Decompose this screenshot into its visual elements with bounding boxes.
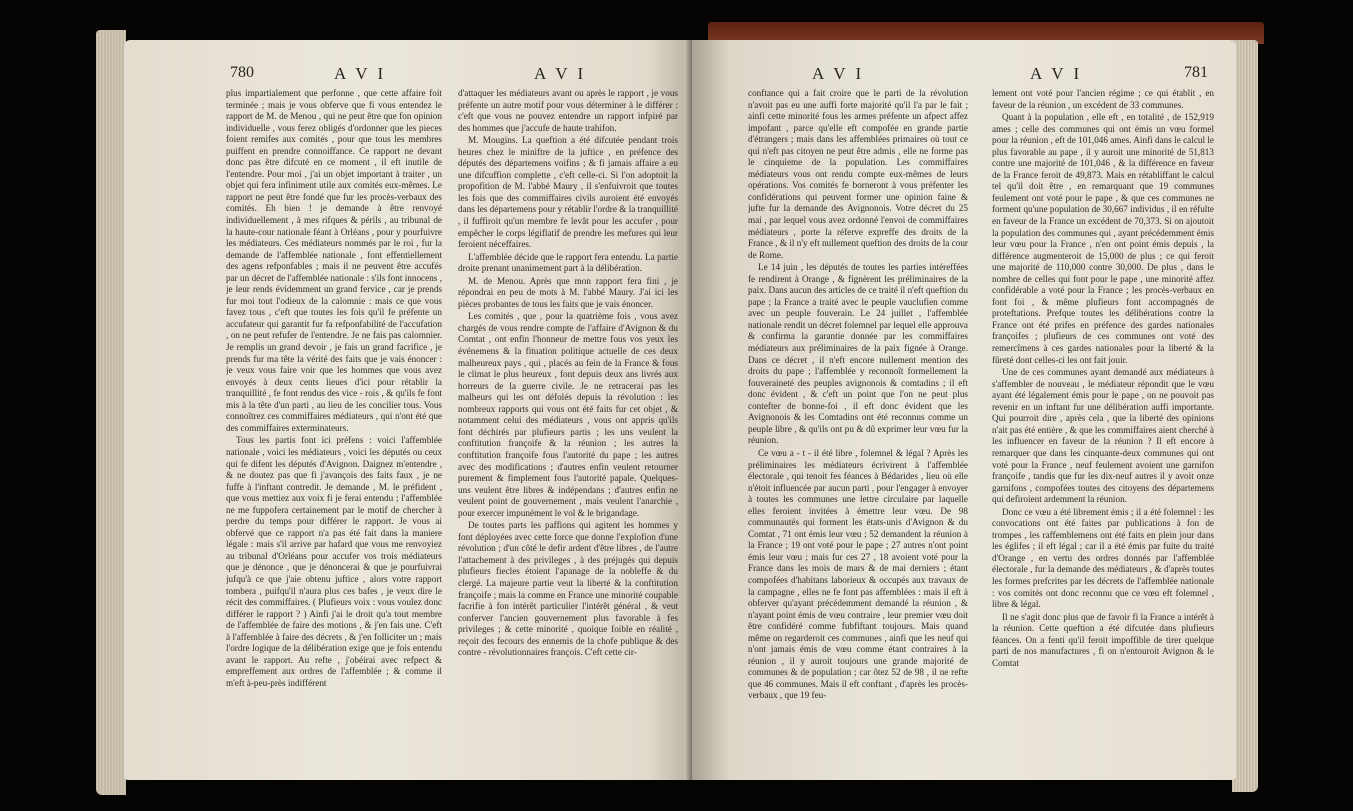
page-number: 781 bbox=[1184, 64, 1208, 81]
paragraph: Quant à la population , elle eft , en totalité , de 152,919 ames ; celle des communes qui ont émis un vœu formel pour la réunion , eft de 101,046 ames. Ainfi dans le calcul le plus favorable au pape , il y auroit une minorité de 51,813 contre une majorité de 101,046 , & la différence en faveur de la France feroit de 49,873. Mais en rétabliffant le calcul tel qu'il doit être , en remarquant que 19 communes feulement ont voté pour le pape , & que ces communes ne forment qu'une population de 30,667 individus , il en réfulte en faveur de la France un excédent de 70,373. Si on ajoutoit la population des communes qui , ayant précédemment émis leur vœu pour la France , n'en ont point émis depuis , la différence augmenteroit de 15,000 de plus ; ce qui feroit une majorité de 110,000 contre 30,000. De plus , dans le nombre de celles qui font pour le pape , une minorité affez confidérable a voté pour la France ; les procès-verbaux en font foi , & même plufieurs font accompagnés de proteftations. Prefque toutes les délibérations contre la France ont été prifes en préfence des gardes nationales françoifes ; plufieurs de ces communes ont voté des remercîmens à ces gardes nationales pour la liberté & la fûreté dont celles-ci les ont fait jouir. bbox=[992, 112, 1214, 365]
paragraph: Donc ce vœu a été librement émis ; il a été folemnel : les convocations ont été faites par publications à fon de trompes , les raffemblemens ont été faits en plein jour dans les églifes ; il eft légal ; car il a été émis par fuite du traité d'Orange , en vertu des ordres donnés par l'affemblée électorale , fur la demande des médiateurs , & d'après toutes les formes prefcrites par les décrets de l'affemblée nationale : vos comités ont donc reconnu que ce vœu eft folemnel , libre & légal. bbox=[992, 506, 1214, 610]
paragraph: M. Mougins. La queftion a été difcutée pendant trois heures chez le miniftre de la juftice , en préfence des députés des départemens voifins ; & fi jamais affaire a eu une difcuffion complette , c'eft celle-ci. Si l'on adoptoit la propofition de M. l'abbé Maury , il s'enfuivroit que toutes les fois que des commiffaires civils auroient été envoyés dans les départemens pour y rétablir l'ordre & la tranquillité , il fuffiroit qu'un membre fe levât pour les accufer , pour empêcher le corps légiflatif de prendre les mefures qui leur feroient néceffaires. bbox=[458, 135, 678, 250]
paragraph: Une de ces communes ayant demandé aux médiateurs à s'affembler de nouveau , le médiateur répondit que le vœu ayant été légalement émis pour le pape , on ne pouvoit pas revenir en un inftant fur une délibération auffi importante. Qui pourroit dire , après cela , que la liberté des opinions n'ait pas été entière , & que les commiffaires aient cherché à les influencer en faveur de la réunion ? Il eft encore à remarquer que dans les cinquante-deux communes qui ont voté pour la France , neuf feulement avoient une garnifon françoife , tandis que fur les dix-neuf autres il y avoit onze garnifons , compofées toutes des citoyens des départemens qui defiroient ardemment la réunion. bbox=[992, 367, 1214, 505]
paragraph: De toutes parts les paffions qui agitent les hommes y font déployées avec cette force que donne l'explofion d'une révolution ; d'un côté le defir ardent d'être libres , de l'autre l'attachement à des privileges , à des préjugés qui depuis plufieurs fiecles étoient l'apanage de la nobleffe & du clergé. La majeure partie veut la liberté & la conftitution françoife ; mais la comme en France une minorité coupable facrifie à fon intérêt particulier l'intérêt général , & veut conferver l'ancien gouvernement plus favorable à fes privileges ; & cette minorité , quoique foible en réalité , reçoit des fecours des ennemis de la chofe publique & des contre - révolutionnaires françois. C'eft cette cir- bbox=[458, 520, 678, 658]
running-head: A V I bbox=[534, 64, 587, 83]
paragraph: plus impartialement que perfonne , que cette affaire foit terminée ; mais je vous obferve que fi vous entendez le rapport de M. de Menou , qui ne peut être que fon opinion individuelle , vous ferez obligés d'ordonner que les pieces foient remifes aux comités , pour que tous les membres puiffent en prendre connoiffance. Ce rapport ne devant donc pas être difcuté en ce moment , il eft inutile de l'entendre. Pour moi , j'ai un objet important à traiter , un objet qui fera infiniment utile aux comités eux-mêmes. Le rapport ne peut être fondé que fur les procès-verbaux des comités. Eh bien ! je demande à être renvoyé individuellement , à mes rifques & périls , au tribunal de la haute-cour nationale féant à Orléans , pour y pourfuivre les médiateurs. Ces médiateurs nommés par le roi , fur la demande de l'affemblée nationale , font effentiellement des agens refponfables ; mais il ne peuvent être accufés par un décret de l'affemblée nationale : s'ils font innocens , je leur rends évidemment un grand fervice , car je prends fur moi tout l'odieux de la calomnie : mais ce que vous favez tous , c'eft que toutes les fois qu'il fe préfente un accufateur qui garantit fur fa refponfabilité de l'accufation , on ne peut refufer de l'entendre. Je ne fais pas calomnier. Je remplis un grand devoir , je fais un grand facrifice , je prends fur ma tête la vérité des faits que je vais énoncer : je veux vous faire voir que les hommes que vous avez envoyés à deux cents lieues d'ici pour rétablir la tranquillité , fe font rendus des vice - rois , & qu'ils fe font mis à la tête d'un parti , au lieu de les concilier tous. Vous connoîtrez ces commiffaires médiateurs , qui n'ont été que des commiffaires exterminateurs. bbox=[226, 88, 442, 433]
left-page-edges bbox=[96, 30, 126, 795]
running-head: A V I bbox=[812, 64, 865, 83]
paragraph: L'affemblée décide que le rapport fera entendu. La partie droite prenant unanimement part à la délibération. bbox=[458, 251, 678, 274]
text-column-right bbox=[458, 88, 678, 778]
paragraph: M. de Menou. Après que mon rapport fera fini , je répondrai en peu de mots à M. l'abbé Maury. J'ai ici les pièces probantes de tous les faits que je vais énoncer. bbox=[458, 275, 678, 309]
paragraph: conftance qui a fait croire que le parti de la révolution n'avoit pas eu une auffi forte majorité qu'il l'a par le fait ; ainfi cette minorité fous les armes préfente un afpect affez impofant , parce qu'elle eft compofée en grande partie d'étrangers ; mais dans les affemblées primaires où tout ce qui n'eft pas citoyen ne peut être admis , elle ne forme pas le cinquieme de la population. Les commiffaires médiateurs vous ont rendu compte eux-mêmes de leurs opérations. Vos comités fe borneront à vous préfenter les confidérations qui peuvent former une opinion faine & jufte fur la demande des Avignonois. Votre décret du 25 mai , par lequel vous avez ordonné l'envoi de commiffaires médiateurs , porte la réferve expreffe des droits de la France , & il n'y eft nullement queftion des droits de la cour de Rome. bbox=[748, 88, 968, 260]
paragraph: Ce vœu a - t - il été libre , folemnel & légal ? Après les préliminaires les médiateurs écrivirent à l'affemblée électorale , qui tenoit fes féances à Bédarides , lieu où elle n'étoit influencée par aucun parti , pour l'engager à envoyer à toutes les communes une lettre circulaire par laquelle elles feroient invitées à émettre leur vœu. De 98 communautés qui forment les états-unis d'Avignon & du Comtat , 71 ont émis leur vœu ; 52 demandent la réunion à la France ; 19 ont voté pour le pape ; 27 autres n'ont point émis leur vœu ; mais fur ces 27 , 18 avoient voté pour la France dans les mois de mars & de mai derniers ; étant compofées d'habitans laborieux & occupés aux travaux de la campagne , elles ne fe font pas affemblées : mais il eft à obferver qu'ayant précédemment demandé la réunion , & n'ayant point émis de vœu contraire , leur premier vœu doit être confidéré comme fubfiftant toujours. Mais quand même on regarderoit ces communes , ainfi que les neuf qui n'ont jamais émis de vœu comme étant contraires à la réunion , il y auroit toujours une grande majorité de communes & de population ; car ôtez 52 de 98 , il ne refte que 46 communes. Mais il eft conftant , d'après les procès-verbaux , que 19 feu- bbox=[748, 447, 968, 701]
text-column-right bbox=[992, 88, 1214, 778]
text-column-left bbox=[226, 88, 442, 778]
paragraph: Tous les partis font ici préfens : voici l'affemblée nationale , voici les médiateurs , voici les députés ou ceux qui fe difent les députés d'Avignon. Daignez m'entendre , & ne doutez pas que fi j'avançois des faits faux , je ne fuffe à l'inftant contredit. Je demande , M. le préfident , que vous mettiez aux voix fi je ferai entendu ; l'affemblée ne me fuppofera certainement par le motif de chercher à perdre du temps pour différer le rapport. Je vous ai obfervé que ce rapport n'a pas été fait dans la maniere légale : mais s'il arrive par hafard que vous me renvoyiez au tribunal d'Orléans pour accufer vos trois médiateurs que je dénonce , que je dénoncerai & que je pourfuivrai jufqu'à ce que j'aie obtenu juftice , alors votre rapport tombera , puifqu'il n'aura plus ces bafes , je veux dire le récit des commiffaires. ( Plufieurs voix : vous voulez donc différer le rapport ? ) Ainfi j'ai le droit qu'a tout membre de l'affemblée de faire des motions , & j'en fais une. C'eft à l'affemblée à faire des décrets , & j'en folliciter un ; mais l'ordre logique de la délibération exige que je fois entendu avant le rapport. Au refte , j'obéirai avec refpect & empreffement aux ordres de l'affemblée ; & comme il m'eft à-peu-près indifférent bbox=[226, 435, 442, 688]
paragraph: Le 14 juin , les députés de toutes les parties intéreffées fe rendirent à Orange , & fignèrent les préliminaires de la paix. Dans aucun des articles de ce traité il n'eft queftion du pape ; la France a traité avec le peuple vauclufien comme avec un peuple fouverain. Le 24 juillet , l'affemblée nationale rendit un décret folemnel par lequel elle approuva & confirma la garantie donnée par les commiffaires médiateurs aux préliminaires de la paix fignée à Orange. Dans ce décret , il n'eft encore nullement mention des droits du pape ; l'affemblée y reconnoît formellement la fouveraineté des peuples avignonois & comtadins ; il eft donc évident , & c'eft un point que l'on ne peut plus contefter de bonne-foi , il eft donc évident que les Avignonois & les Comtadins ont été reconnus comme un peuple libre , & qu'ils ont pu & dû exprimer leur vœu fur la réunion. bbox=[748, 262, 968, 446]
right-page bbox=[692, 40, 1236, 780]
paragraph: d'attaquer les médiateurs avant ou après le rapport , je vous préfente un autre motif pour vous déterminer à le différer : c'eft que vous ne pouvez entendre un rapport infpiré par des hommes que j'accufe de haute trahifon. bbox=[458, 88, 678, 133]
left-page bbox=[124, 40, 692, 780]
page-number: 780 bbox=[230, 64, 254, 81]
running-head: A V I bbox=[334, 64, 387, 83]
paragraph: Les comités , que , pour la quatrième fois , vous avez chargés de vous rendre compte de l'affaire d'Avignon & du Comtat , ont enfin l'honneur de mettre fous vos yeux les événemens & la fituation politique actuelle de ces deux malheureux pays , qui , placés au fein de la France & fous le climat le plus heureux , font depuis deux ans livrés aux horreurs de la guerre civile. Je ne retracerai pas les malheurs qui les ont défolés depuis la révolution : les nombreux rapports qui vous ont été faits fur cet objet , & notamment celui des médiateurs , vous ont appris qu'ils font déchirés par plufieurs partis ; les uns veulent la conftitution françoife & la réunion ; les autres la conftitution françoife fous l'autorité du pape ; les autres avec des modifications ; d'autres enfin veulent retourner purement & fimplement fous l'autorité papale. Quelques-uns veulent être libres & indépendans ; d'autres enfin ne veulent point de gouvernement , mais veulent l'anarchie , pour exercer impunément le vol & le brigandage. bbox=[458, 311, 678, 518]
paragraph: Il ne s'agit donc plus que de favoir fi la France a intérêt à la réunion. Cette queftion a été difcutée dans plufieurs féances. On a fenti qu'il feroit impoffible de tirer quelque parti de nos manufactures , fi on n'entouroit Avignon & le Comtat bbox=[992, 611, 1214, 668]
paragraph: lement ont voté pour l'ancien régime ; ce qui établit , en faveur de la réunion , un excédent de 33 communes. bbox=[992, 88, 1214, 110]
text-column-left bbox=[748, 88, 968, 778]
running-head: A V I bbox=[1030, 64, 1083, 83]
